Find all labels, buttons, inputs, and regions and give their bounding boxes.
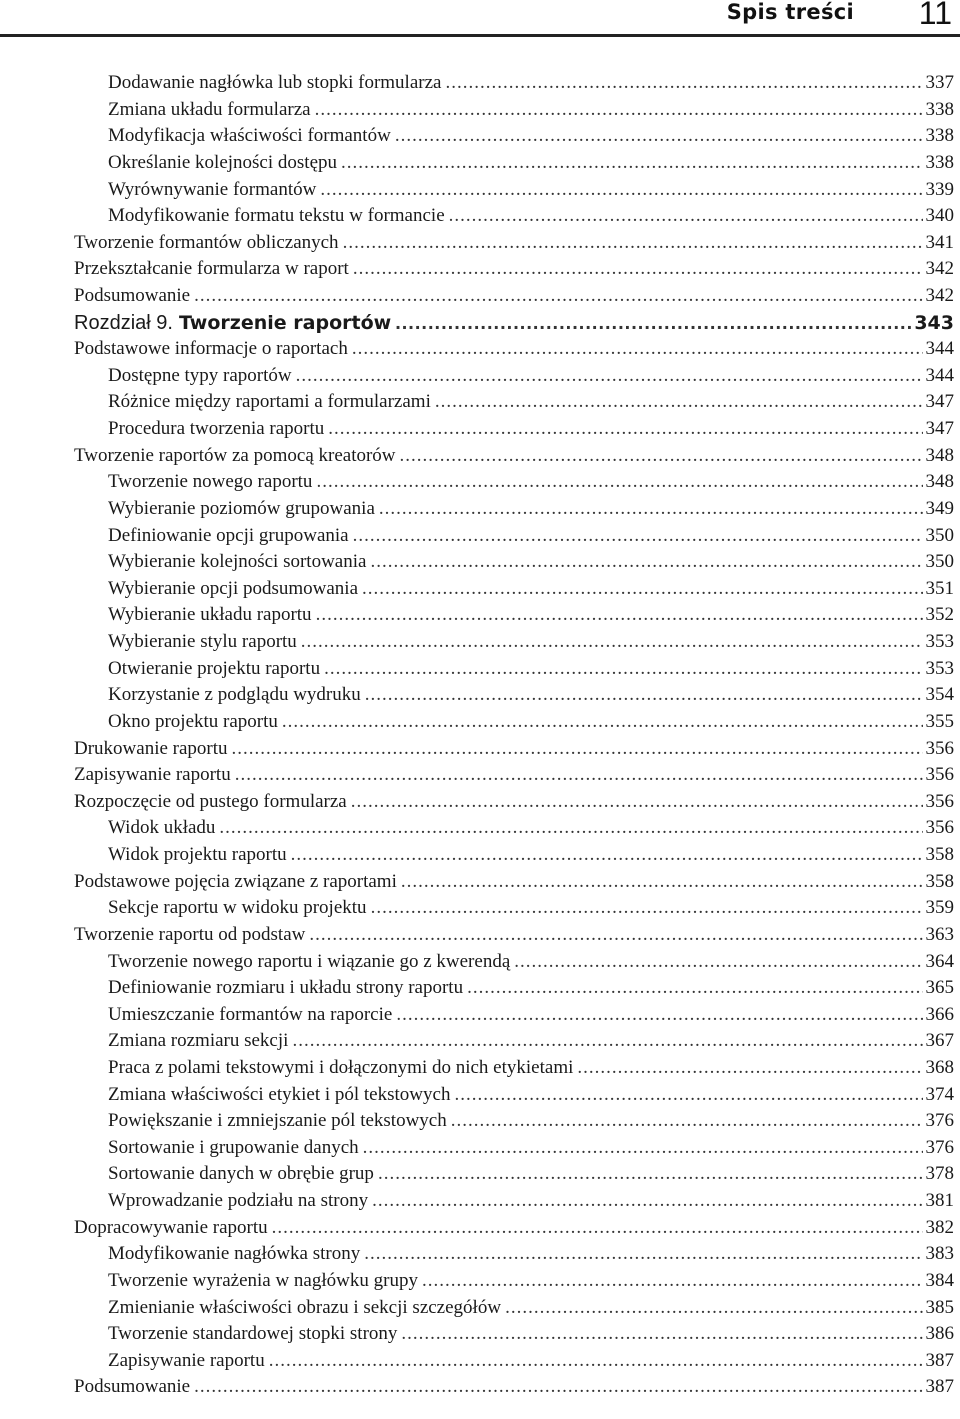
dot-leader bbox=[353, 523, 923, 549]
dot-leader bbox=[301, 629, 923, 655]
toc-entry-title: Zapisywanie raportu bbox=[108, 1349, 265, 1371]
toc-entry-title: Podsumowanie bbox=[74, 1376, 191, 1398]
toc-entry-page: 347 bbox=[925, 418, 954, 440]
toc-entry-page: 383 bbox=[925, 1243, 954, 1265]
toc-entry-page: 363 bbox=[925, 923, 954, 945]
toc-entry-title: Otwieranie projektu raportu bbox=[108, 657, 321, 679]
toc-entry bbox=[0, 1348, 954, 1374]
toc-entry-page: 378 bbox=[925, 1163, 954, 1185]
toc-entry-title: Tworzenie wyrażenia w nagłówku grupy bbox=[108, 1269, 418, 1291]
toc-entry bbox=[0, 416, 954, 442]
toc-entry-page: 341 bbox=[925, 231, 954, 253]
toc-entry-title: Wybieranie stylu raportu bbox=[108, 631, 297, 652]
toc-entry-page: 337 bbox=[925, 72, 954, 93]
dot-leader bbox=[395, 123, 923, 149]
dot-leader bbox=[194, 1374, 922, 1400]
toc-entry bbox=[0, 1135, 954, 1161]
toc-entry bbox=[0, 869, 954, 895]
dot-leader bbox=[379, 496, 923, 522]
chapter-prefix: Rozdział 9. bbox=[74, 311, 173, 334]
chapter-title: Tworzenie raportów bbox=[178, 311, 392, 334]
toc-entry bbox=[0, 1055, 954, 1081]
dot-leader bbox=[324, 656, 922, 682]
toc-entry-page: 342 bbox=[925, 258, 954, 280]
dot-leader bbox=[362, 576, 922, 602]
toc-entry bbox=[0, 203, 954, 229]
toc-entry bbox=[0, 389, 954, 415]
toc-entry bbox=[0, 230, 954, 256]
page-header bbox=[0, 0, 960, 37]
dot-leader bbox=[514, 949, 922, 975]
toc-entry-page: 338 bbox=[925, 98, 954, 120]
toc-entry-page: 348 bbox=[925, 444, 954, 466]
toc-entry-page: 387 bbox=[925, 1349, 954, 1371]
dot-leader bbox=[401, 1321, 922, 1347]
toc-entry-title: Modyfikowanie formatu tekstu w formancie bbox=[108, 205, 445, 227]
toc-entry-page: 376 bbox=[925, 1110, 954, 1132]
toc-entry-title: Widok układu bbox=[108, 817, 216, 839]
toc-entry-title: Wprowadzanie podziału na strony bbox=[108, 1190, 369, 1211]
dot-leader bbox=[194, 283, 922, 309]
toc-entry-page: 365 bbox=[925, 977, 954, 999]
toc-entry-title: Podstawowe informacje o raportach bbox=[74, 338, 348, 360]
toc-entry bbox=[0, 177, 954, 203]
toc-entry-page: 366 bbox=[925, 1003, 954, 1025]
toc-entry-title: Dopracowywanie raportu bbox=[74, 1216, 268, 1238]
toc-entry-title: Wybieranie kolejności sortowania bbox=[108, 551, 367, 573]
toc-entry bbox=[0, 150, 954, 176]
dot-leader bbox=[292, 1028, 922, 1054]
dot-leader bbox=[353, 256, 923, 282]
toc-entry-page: 358 bbox=[925, 844, 954, 865]
dot-leader bbox=[467, 975, 922, 1001]
dot-leader bbox=[371, 895, 923, 921]
toc-entry bbox=[0, 975, 954, 1001]
dot-leader bbox=[370, 549, 922, 575]
toc-entry-page: 359 bbox=[925, 897, 954, 919]
toc-entry bbox=[0, 469, 954, 495]
dot-leader bbox=[396, 1002, 922, 1028]
toc-entry-page: 342 bbox=[925, 285, 954, 306]
toc-entry-title: Przekształcanie formularza w raport bbox=[74, 258, 349, 280]
toc-entry-page: 349 bbox=[925, 497, 954, 519]
toc-entry-page: 356 bbox=[925, 764, 954, 786]
toc-entry-title: Zmienianie właściwości obrazu i sekcji szczegółów bbox=[108, 1296, 502, 1318]
toc-entry-page: 355 bbox=[925, 710, 954, 732]
dot-leader bbox=[282, 709, 923, 735]
toc-entry bbox=[0, 523, 954, 549]
toc-entry-title: Wybieranie układu raportu bbox=[108, 604, 312, 626]
toc-entry bbox=[0, 576, 954, 602]
dot-leader bbox=[352, 336, 923, 362]
toc-entry bbox=[0, 283, 954, 309]
dot-leader bbox=[401, 869, 923, 895]
toc-entry bbox=[0, 256, 954, 282]
toc-entry-page: 347 bbox=[925, 391, 954, 413]
toc-entry-page: 358 bbox=[925, 870, 954, 892]
dot-leader bbox=[577, 1055, 922, 1081]
toc-entry-title: Modyfikacja właściwości formantów bbox=[108, 125, 391, 147]
toc-entry-title: Powiększanie i zmniejszanie pól tekstowych bbox=[108, 1110, 447, 1132]
toc-entry bbox=[0, 1161, 954, 1187]
dot-leader bbox=[219, 815, 922, 841]
toc-entry-page: 367 bbox=[925, 1030, 954, 1052]
toc-entry bbox=[0, 656, 954, 682]
toc-entry-title: Widok projektu raportu bbox=[108, 844, 287, 865]
toc-entry-page: 384 bbox=[925, 1269, 954, 1291]
dot-leader bbox=[363, 1135, 923, 1161]
toc-entry bbox=[0, 97, 954, 123]
dot-leader bbox=[269, 1348, 923, 1374]
toc-entry bbox=[0, 682, 954, 708]
toc-entry bbox=[0, 629, 954, 655]
toc-entry-title: Zmiana rozmiaru sekcji bbox=[108, 1030, 289, 1052]
toc-entry bbox=[0, 709, 954, 735]
toc-entry-title: Podstawowe pojęcia związane z raportami bbox=[74, 870, 397, 892]
toc-entry-title: Określanie kolejności dostępu bbox=[108, 151, 338, 173]
toc-entry-title: Tworzenie raportu od podstaw bbox=[74, 923, 306, 945]
toc-entry-title: Korzystanie z podglądu wydruku bbox=[108, 684, 361, 706]
toc-entry-page: 356 bbox=[925, 817, 954, 839]
toc-entry bbox=[0, 1215, 954, 1241]
dot-leader bbox=[232, 736, 923, 762]
toc-entry-title: Procedura tworzenia raportu bbox=[108, 418, 325, 440]
dot-leader bbox=[435, 389, 923, 415]
toc-entry bbox=[0, 336, 954, 362]
toc-entry-title: Umieszczanie formantów na raporcie bbox=[108, 1003, 393, 1025]
dot-leader bbox=[365, 682, 923, 708]
dot-leader bbox=[316, 469, 922, 495]
toc-entry-page: 374 bbox=[925, 1083, 954, 1105]
dot-leader bbox=[422, 1268, 923, 1294]
dot-leader bbox=[315, 97, 923, 123]
toc-entry bbox=[0, 443, 954, 469]
dot-leader bbox=[328, 416, 922, 442]
toc-entry bbox=[0, 815, 954, 841]
toc-entry-title: Rozpoczęcie od pustego formularza bbox=[74, 790, 347, 812]
toc-entry-page: 376 bbox=[925, 1136, 954, 1158]
toc-entry bbox=[0, 736, 954, 762]
toc-entry-title: Definiowanie rozmiaru i układu strony raportu bbox=[108, 977, 464, 999]
toc-entry bbox=[0, 1002, 954, 1028]
toc-entry bbox=[0, 949, 954, 975]
toc-entry-title: Definiowanie opcji grupowania bbox=[108, 524, 349, 546]
toc-entry-page: 364 bbox=[925, 950, 954, 972]
header-title: Spis treści bbox=[726, 0, 854, 24]
header-page-number: 11 bbox=[918, 0, 952, 31]
toc-entry-title: Sortowanie danych w obrębie grup bbox=[108, 1163, 374, 1185]
toc-entry-page: 350 bbox=[925, 524, 954, 546]
toc-entry-page: 368 bbox=[925, 1056, 954, 1078]
toc-entry-page: 356 bbox=[925, 737, 954, 759]
dot-leader bbox=[364, 1241, 922, 1267]
toc-entry bbox=[0, 762, 954, 788]
toc-entry-page: 344 bbox=[925, 364, 954, 386]
toc-entry-page: 387 bbox=[925, 1376, 954, 1398]
toc-entry-title: Wybieranie poziomów grupowania bbox=[108, 497, 375, 519]
toc-entry bbox=[0, 895, 954, 921]
dot-leader bbox=[272, 1215, 923, 1241]
toc-entry-title: Tworzenie nowego raportu bbox=[108, 471, 313, 493]
toc-entry-title: Dostępne typy raportów bbox=[108, 364, 292, 386]
toc-entry bbox=[0, 1108, 954, 1134]
toc-entry-page: 338 bbox=[925, 125, 954, 147]
toc-entry-title: Tworzenie nowego raportu i wiązanie go z kwerendą bbox=[108, 950, 511, 972]
toc-entry bbox=[0, 1268, 954, 1294]
toc-entry bbox=[0, 1188, 954, 1214]
toc-entry-title: Sekcje raportu w widoku projektu bbox=[108, 897, 367, 919]
toc-entry-page: 382 bbox=[925, 1216, 954, 1238]
toc-entry bbox=[0, 123, 954, 149]
dot-leader bbox=[372, 1188, 922, 1214]
dot-leader bbox=[296, 363, 923, 389]
toc-entry-title: Modyfikowanie nagłówka strony bbox=[108, 1243, 361, 1265]
toc-entry-page: 385 bbox=[925, 1296, 954, 1318]
toc-entry-page: 340 bbox=[925, 205, 954, 227]
dot-leader bbox=[378, 1161, 923, 1187]
toc-entry bbox=[0, 1082, 954, 1108]
toc-entry-title: Tworzenie standardowej stopki strony bbox=[108, 1323, 398, 1345]
toc-entry-title: Praca z polami tekstowymi i dołączonymi do nich etykietami bbox=[108, 1056, 574, 1078]
toc-entry bbox=[0, 549, 954, 575]
toc-entry-page: 353 bbox=[925, 657, 954, 679]
toc-entry-page: 381 bbox=[925, 1190, 954, 1211]
toc-entry-title: Tworzenie raportów za pomocą kreatorów bbox=[74, 444, 396, 466]
dot-leader bbox=[395, 310, 911, 336]
toc-chapter-heading bbox=[0, 310, 954, 336]
toc-entry bbox=[0, 1321, 954, 1347]
toc-entry bbox=[0, 789, 954, 815]
toc-entry-page: 353 bbox=[925, 631, 954, 652]
toc-entry bbox=[0, 1028, 954, 1054]
toc-entry bbox=[0, 1241, 954, 1267]
toc-entry bbox=[0, 602, 954, 628]
dot-leader bbox=[343, 230, 923, 256]
toc-entry-page: 356 bbox=[925, 790, 954, 812]
toc-entry bbox=[0, 70, 954, 96]
toc-entry-page: 351 bbox=[925, 577, 954, 599]
toc-entry-page: 339 bbox=[925, 178, 954, 200]
toc-entry-page: 344 bbox=[925, 338, 954, 360]
dot-leader bbox=[451, 1108, 923, 1134]
toc-entry bbox=[0, 842, 954, 868]
dot-leader bbox=[400, 443, 923, 469]
toc-entry-page: 354 bbox=[925, 684, 954, 706]
toc-entry-title: Zmiana układu formularza bbox=[108, 98, 311, 120]
toc-entry-title: Dodawanie nagłówka lub stopki formularza bbox=[108, 72, 442, 93]
chapter-page: 343 bbox=[914, 311, 954, 334]
toc-entry-page: 352 bbox=[925, 604, 954, 626]
toc-entry bbox=[0, 496, 954, 522]
toc-entry-title: Tworzenie formantów obliczanych bbox=[74, 231, 339, 253]
dot-leader bbox=[235, 762, 923, 788]
toc-entry-page: 348 bbox=[925, 471, 954, 493]
toc-entry bbox=[0, 1295, 954, 1321]
dot-leader bbox=[449, 203, 923, 229]
dot-leader bbox=[454, 1082, 922, 1108]
toc-entry-page: 386 bbox=[925, 1323, 954, 1345]
toc-entry bbox=[0, 922, 954, 948]
toc-entry-title: Drukowanie raportu bbox=[74, 737, 228, 759]
dot-leader bbox=[291, 842, 923, 868]
toc-entry bbox=[0, 363, 954, 389]
toc-entry-title: Zmiana właściwości etykiet i pól tekstowych bbox=[108, 1083, 451, 1105]
dot-leader bbox=[341, 150, 922, 176]
toc-entry bbox=[0, 1374, 954, 1400]
toc-entry-page: 350 bbox=[925, 551, 954, 573]
toc-entry-title: Okno projektu raportu bbox=[108, 710, 278, 732]
dot-leader bbox=[445, 70, 922, 96]
toc-entry-page: 338 bbox=[925, 151, 954, 173]
dot-leader bbox=[320, 177, 922, 203]
toc-entry-title: Wybieranie opcji podsumowania bbox=[108, 577, 359, 599]
dot-leader bbox=[505, 1295, 922, 1321]
dot-leader bbox=[351, 789, 923, 815]
dot-leader bbox=[316, 602, 923, 628]
dot-leader bbox=[309, 922, 922, 948]
toc-entry-title: Podsumowanie bbox=[74, 285, 191, 306]
toc-entry-title: Zapisywanie raportu bbox=[74, 764, 231, 786]
toc-entry-title: Różnice między raportami a formularzami bbox=[108, 391, 431, 413]
toc-entry-title: Wyrównywanie formantów bbox=[108, 178, 317, 200]
toc-entry-title: Sortowanie i grupowanie danych bbox=[108, 1136, 359, 1158]
